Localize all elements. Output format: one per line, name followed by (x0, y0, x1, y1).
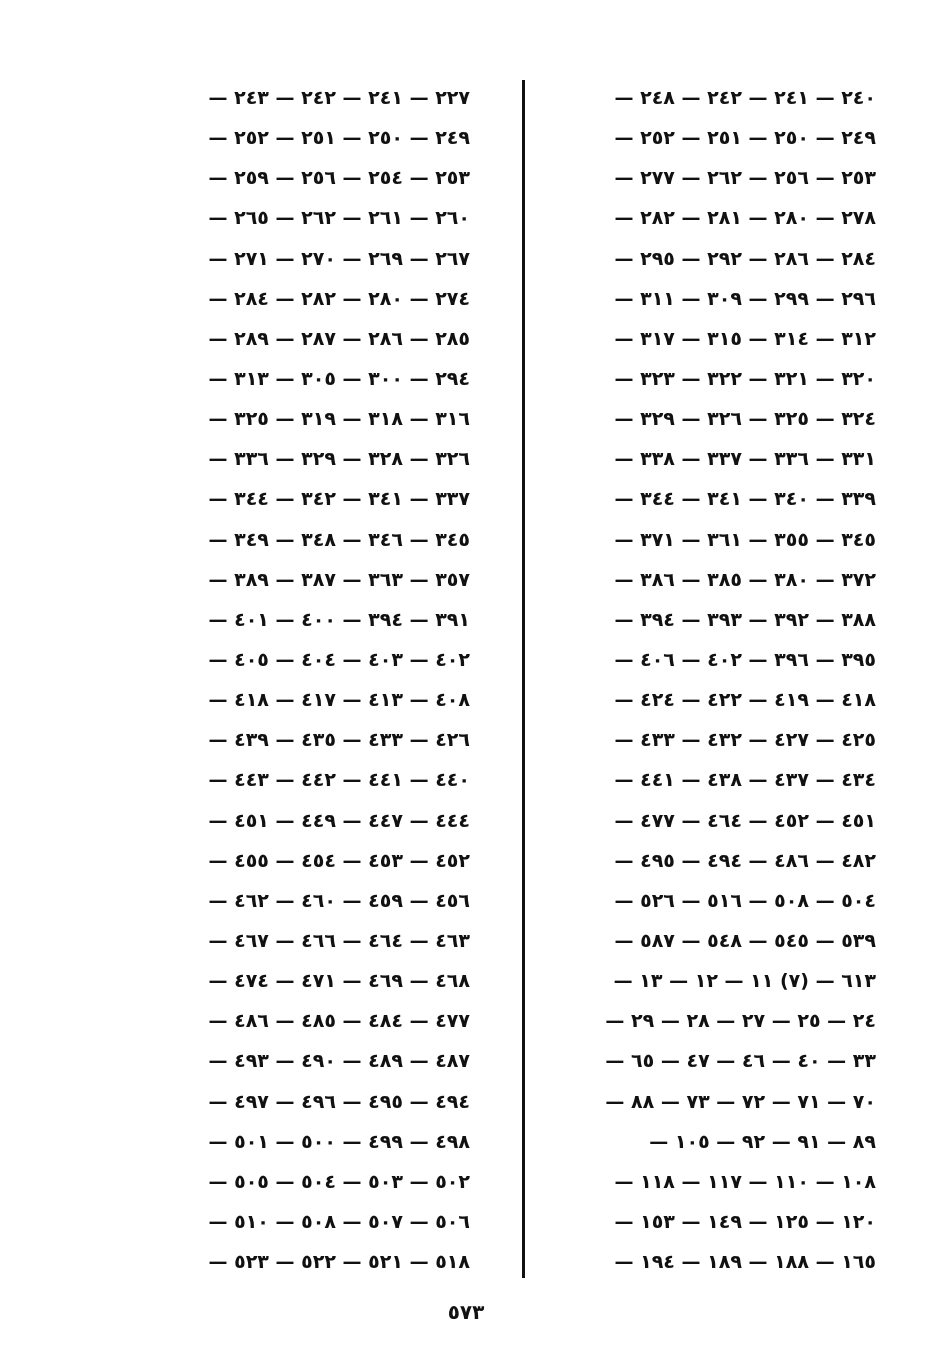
index-line: ٤٠٨ — ٤١٣ — ٤١٧ — ٤١٨ — (208, 689, 470, 712)
index-line: ٨٩ — ٩١ — ٩٢ — ١٠٥ — (649, 1130, 876, 1153)
index-line: ٥٠٢ — ٥٠٣ — ٥٠٤ — ٥٠٥ — (208, 1170, 470, 1193)
index-line: ٢٧٨ — ٢٨٠ — ٢٨١ — ٢٨٢ — (614, 207, 876, 230)
index-line: ١٢٠ — ١٢٥ — ١٤٩ — ١٥٣ — (614, 1210, 876, 1233)
index-line: ٢٥٣ — ٢٥٦ — ٢٦٢ — ٢٧٧ — (614, 167, 876, 190)
index-line: ٣٧٢ — ٣٨٠ — ٣٨٥ — ٣٨٦ — (614, 568, 876, 591)
index-line: ٥٠٦ — ٥٠٧ — ٥٠٨ — ٥١٠ — (208, 1210, 470, 1233)
index-line: ٣٢٦ — ٣٢٨ — ٣٢٩ — ٣٣٦ — (208, 448, 470, 471)
index-line: ٤٤٤ — ٤٤٧ — ٤٤٩ — ٤٥١ — (208, 809, 470, 832)
index-line: ٣٣٩ — ٣٤٠ — ٣٤١ — ٣٤٤ — (614, 488, 876, 511)
index-line: ٣٢٠ — ٣٢١ — ٣٢٢ — ٣٢٣ — (614, 367, 876, 390)
index-line: ١٦٥ — ١٨٨ — ١٨٩ — ١٩٤ — (614, 1251, 876, 1274)
index-line: ٣٢٤ — ٣٢٥ — ٣٢٦ — ٣٢٩ — (614, 408, 876, 431)
right-column (556, 78, 876, 1282)
index-line: ٣٩٥ — ٣٩٦ — ٤٠٢ — ٤٠٦ — (614, 648, 876, 671)
index-line: ٤٩٤ — ٤٩٥ — ٤٩٦ — ٤٩٧ — (208, 1090, 470, 1113)
index-line: ٧٠ — ٧١ — ٧٢ — ٧٣ — ٨٨ — (605, 1090, 876, 1113)
index-line: ٤٠٢ — ٤٠٣ — ٤٠٤ — ٤٠٥ — (208, 648, 470, 671)
index-line: ١٠٨ — ١١٠ — ١١٧ — ١١٨ — (614, 1170, 876, 1193)
index-line: ٢٩٦ — ٢٩٩ — ٣٠٩ — ٣١١ — (614, 287, 876, 310)
index-line: ٤٨٢ — ٤٨٦ — ٤٩٤ — ٤٩٥ — (614, 849, 876, 872)
index-line: ٣٣١ — ٣٣٦ — ٣٣٧ — ٣٣٨ — (614, 448, 876, 471)
index-line: ٤٦٨ — ٤٦٩ — ٤٧١ — ٤٧٤ — (208, 970, 470, 993)
index-line: ٣٥٧ — ٣٦٣ — ٣٨٧ — ٣٨٩ — (208, 568, 470, 591)
index-line: ٢٤٩ — ٢٥٠ — ٢٥١ — ٢٥٢ — (614, 127, 876, 150)
index-line: ٤٦٣ — ٤٦٤ — ٤٦٦ — ٤٦٧ — (208, 929, 470, 952)
index-line: ٣٩١ — ٣٩٤ — ٤٠٠ — ٤٠١ — (208, 608, 470, 631)
index-line: ٦١٣ — (٧) ١١ — ١٢ — ١٣ — (613, 970, 876, 993)
index-line: ٢٦٠ — ٢٦١ — ٢٦٢ — ٢٦٥ — (208, 207, 470, 230)
index-line: ٣٨٨ — ٣٩٢ — ٣٩٣ — ٣٩٤ — (614, 608, 876, 631)
index-line: ٢٦٧ — ٢٦٩ — ٢٧٠ — ٢٧١ — (208, 247, 470, 270)
index-line: ٣٣ — ٤٠ — ٤٦ — ٤٧ — ٦٥ — (605, 1050, 876, 1073)
index-line: ٤٢٥ — ٤٢٧ — ٤٣٢ — ٤٣٣ — (614, 729, 876, 752)
index-line: ٣٤٥ — ٣٤٦ — ٣٤٨ — ٣٤٩ — (208, 528, 470, 551)
index-line: ٢٥٣ — ٢٥٤ — ٢٥٦ — ٢٥٩ — (208, 167, 470, 190)
index-line: ٤٤٠ — ٤٤١ — ٤٤٢ — ٤٤٣ — (208, 769, 470, 792)
index-line: ٢٤٠ — ٢٤١ — ٢٤٢ — ٢٤٨ — (614, 87, 876, 109)
index-line: ٤٥٦ — ٤٥٩ — ٤٦٠ — ٤٦٢ — (208, 889, 470, 912)
index-line: ٤٥٢ — ٤٥٣ — ٤٥٤ — ٤٥٥ — (208, 849, 470, 872)
index-line: ٢٤٩ — ٢٥٠ — ٢٥١ — ٢٥٢ — (208, 127, 470, 150)
index-line: ٤٧٧ — ٤٨٤ — ٤٨٥ — ٤٨٦ — (208, 1010, 470, 1033)
left-column (150, 78, 470, 1282)
index-line: ٢٨٥ — ٢٨٦ — ٢٨٧ — ٢٨٩ — (208, 327, 470, 350)
index-line: ٣٣٧ — ٣٤١ — ٣٤٢ — ٣٤٤ — (208, 488, 470, 511)
index-line: ٥١٨ — ٥٢١ — ٥٢٢ — ٥٢٣ — (208, 1251, 470, 1274)
index-line: ٤٣٤ — ٤٣٧ — ٤٣٨ — ٤٤١ — (614, 769, 876, 792)
page-number: ٥٧٣ (447, 1300, 485, 1324)
index-line: ٤٨٧ — ٤٨٩ — ٤٩٠ — ٤٩٣ — (208, 1050, 470, 1073)
index-line: ٢٤ — ٢٥ — ٢٧ — ٢٨ — ٢٩ — (605, 1010, 876, 1033)
index-line: ٤٩٨ — ٤٩٩ — ٥٠٠ — ٥٠١ — (208, 1130, 470, 1153)
index-line: ٢٧٤ — ٢٨٠ — ٢٨٢ — ٢٨٤ — (208, 287, 470, 310)
index-line: ٤٢٦ — ٤٣٣ — ٤٣٥ — ٤٣٩ — (208, 729, 470, 752)
index-line: ٢٩٤ — ٣٠٠ — ٣٠٥ — ٣١٣ — (208, 367, 470, 390)
index-line: ٢٨٤ — ٢٨٦ — ٢٩٢ — ٢٩٥ — (614, 247, 876, 270)
index-line: ٥٠٤ — ٥٠٨ — ٥١٦ — ٥٢٦ — (614, 889, 876, 912)
index-line: ٤١٨ — ٤١٩ — ٤٢٢ — ٤٢٤ — (614, 689, 876, 712)
index-line: ٣١٢ — ٣١٤ — ٣١٥ — ٣١٧ — (614, 327, 876, 350)
index-line: ٢٢٧ — ٢٤١ — ٢٤٢ — ٢٤٣ — (208, 87, 470, 109)
column-divider (522, 80, 525, 1278)
index-line: ٣٤٥ — ٣٥٥ — ٣٦١ — ٣٧١ — (614, 528, 876, 551)
index-line: ٥٣٩ — ٥٤٥ — ٥٤٨ — ٥٨٧ — (614, 929, 876, 952)
index-line: ٣١٦ — ٣١٨ — ٣١٩ — ٣٢٥ — (208, 408, 470, 431)
index-line: ٤٥١ — ٤٥٢ — ٤٦٤ — ٤٧٧ — (614, 809, 876, 832)
